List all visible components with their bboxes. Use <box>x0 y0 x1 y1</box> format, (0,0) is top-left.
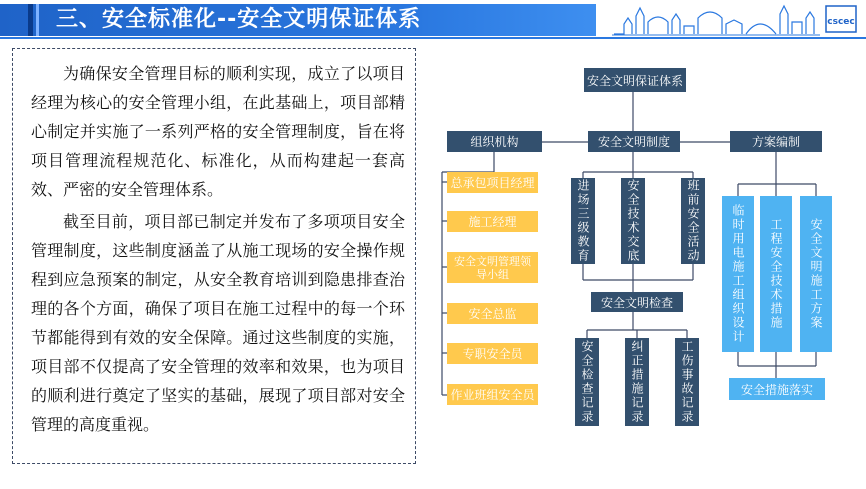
city-skyline-icon <box>610 2 860 36</box>
plan-item-civilized-construction: 安全文明施工方案 <box>800 196 832 352</box>
title-accent-stripe <box>36 4 39 36</box>
inspection-item-accident-record: 工伤事故记录 <box>675 338 699 426</box>
company-logo-text: cscec <box>827 17 855 27</box>
org-item-team-safety-officer: 作业班组安全员 <box>447 384 538 405</box>
org-item-project-manager: 总承包项目经理 <box>447 172 538 193</box>
plan-item-temp-power: 临时用电施工组织设计 <box>722 196 754 352</box>
safety-system-node: 安全文明制度 <box>588 131 680 152</box>
inspection-item-safety-record: 安全检查记录 <box>575 338 599 426</box>
org-structure-node: 组织机构 <box>447 131 542 152</box>
root-node: 安全文明保证体系 <box>584 68 686 92</box>
system-item-technical-disclosure: 安全技术交底 <box>621 178 645 264</box>
paragraph-2: 截至目前，项目部已制定并发布了多项项目安全管理制度，这些制度涵盖了从施工现场的安全操作规程到应急预案的制定，从安全教育培训到隐患排查治理的各个方面，确保了项目在施工过程中的每一个环节都能得到有效的安全保障。通过这些制度的实施，项目部不仅提高了安全管理的效率和效果，也为项目的顺利进行奠定了坚实的基础，展现了项目部对安全管理的高度重视。 <box>31 212 405 434</box>
page-title: 三、安全标准化--安全文明保证体系 <box>56 7 422 32</box>
org-item-construction-manager: 施工经理 <box>447 211 538 232</box>
title-accent-bar <box>28 4 33 36</box>
plan-compile-node: 方案编制 <box>730 131 822 152</box>
system-item-pre-shift-activity: 班前安全活动 <box>681 178 705 264</box>
plan-result-node: 安全措施落实 <box>729 378 825 400</box>
paragraph-1: 为确保安全管理目标的顺利实现，成立了以项目经理为核心的安全管理小组，在此基础上，项目部精心制定并实施了一系列严格的安全管理制度，旨在将项目管理流程规范化、标准化，从而构建起一套高效、严密的安全管理体系。 <box>31 64 405 199</box>
org-item-safety-officer: 专职安全员 <box>447 343 538 364</box>
header-rule <box>0 37 866 39</box>
inspection-item-corrective-record: 纠正措施记录 <box>625 338 649 426</box>
org-item-leadership-group: 安全文明管理领导小组 <box>447 252 538 283</box>
plan-item-technical-measures: 工程安全技术措施 <box>760 196 792 352</box>
inspection-node: 安全文明检查 <box>591 292 683 312</box>
description-box <box>12 48 416 464</box>
system-item-entry-education: 进场三级教育 <box>571 178 595 264</box>
header <box>0 0 866 40</box>
org-item-safety-director: 安全总监 <box>447 303 538 324</box>
